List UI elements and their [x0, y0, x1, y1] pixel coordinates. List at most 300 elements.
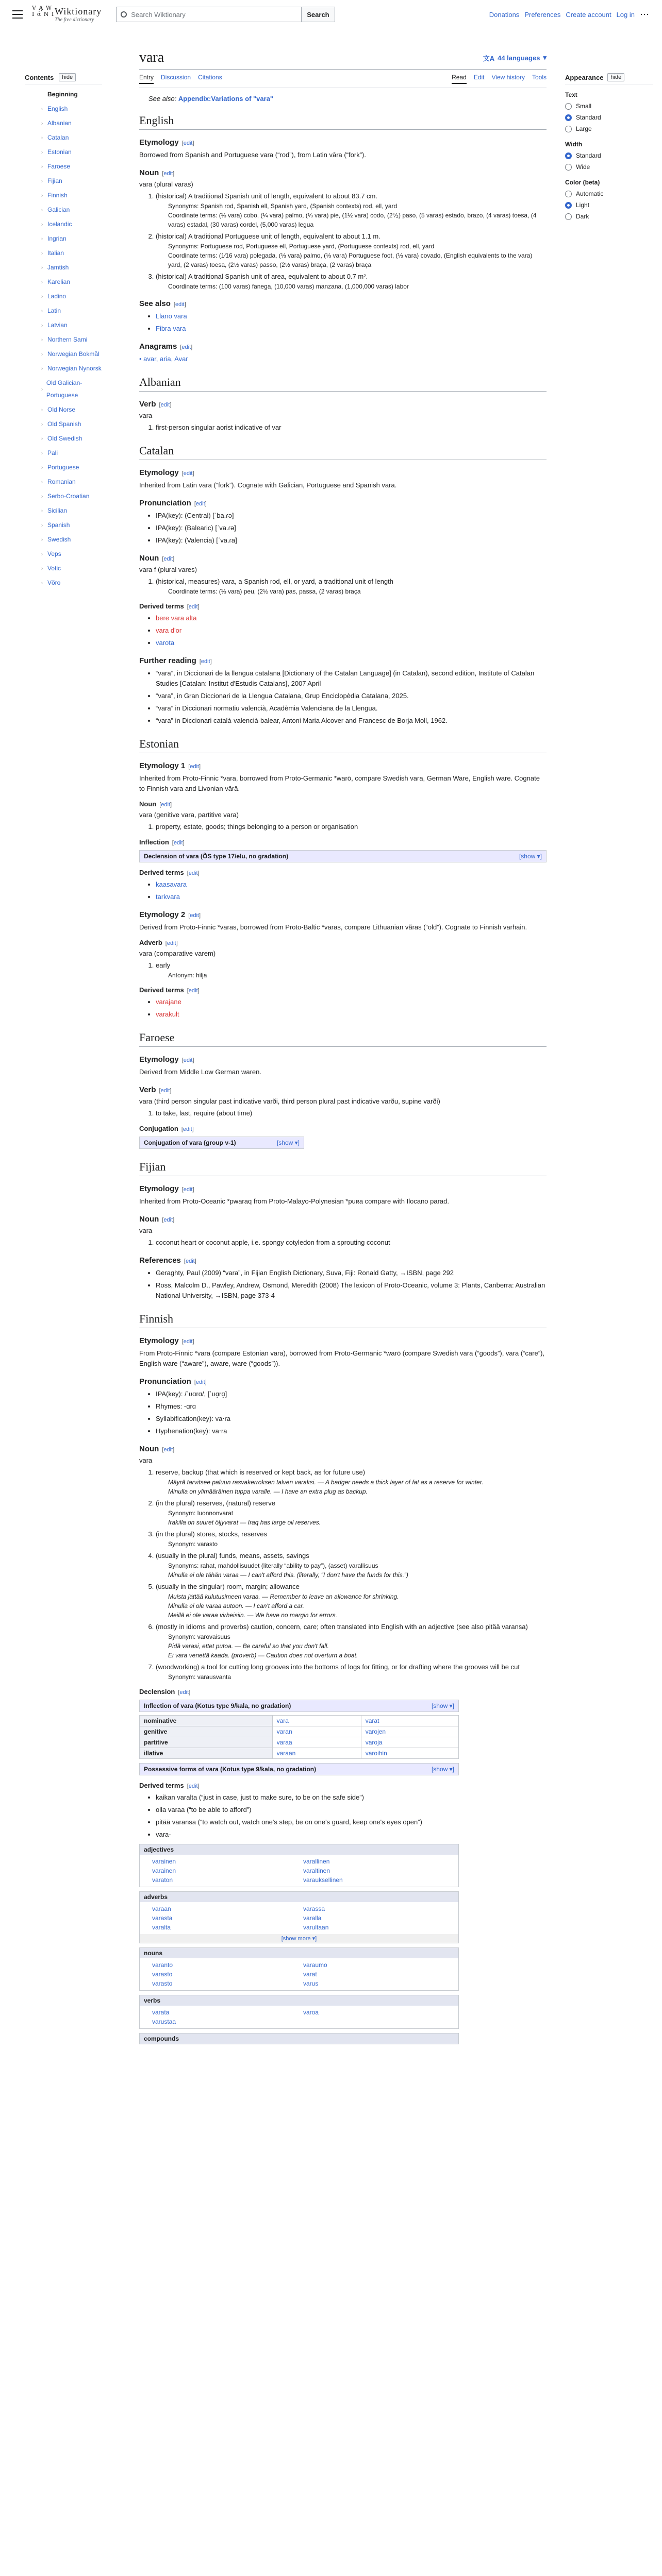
heading-finnish-etymology: Etymology [edit]: [139, 1336, 194, 1345]
toc-item[interactable]: [41, 577, 102, 589]
english-sense-1: 1. (historical) A traditional Spanish unit of length, equivalent to about 83.7 cm. Synonyms: Spanish rod, Spanish ell, Spanish yard, (Spanish contexts) rod, ell, yard Coordinate terms: (⅓ vara) cobo, (¼ vara) palmo, (⅓ vara) pie, (1½ vara) codo, (2⅟₂) paso, (5 varas) estado, brazo, (4 varas) toesa, (4 varas) estadal, (30 varas) cordel, (5,000 varas) legua: [156, 191, 547, 229]
table-of-contents: [25, 73, 102, 591]
see-also-item[interactable]: Fibra vara: [156, 325, 186, 332]
heading-catalan-etymology: Etymology [edit]: [139, 468, 194, 477]
show-toggle[interactable]: [show ▾]: [276, 1139, 300, 1146]
section-english: English: [139, 114, 547, 130]
search-placeholder: Search Wiktionary: [131, 10, 186, 19]
catalan-pronunciation-list: [156, 511, 547, 546]
chevron-right-icon: ›: [41, 337, 43, 342]
toc-item[interactable]: [41, 403, 102, 416]
edit-link[interactable]: edit: [183, 1187, 193, 1193]
derived-category-box: [139, 1995, 459, 2029]
finnish-sense: 3. (in the plural) stores, stocks, reserves Synonym: varasto: [156, 1529, 547, 1549]
edit-link[interactable]: edit: [163, 556, 173, 562]
toc-item[interactable]: [41, 189, 102, 201]
see-also-link[interactable]: Appendix:Variations of "vara": [178, 95, 274, 103]
estonian-adverb-headword: vara (comparative varem): [139, 950, 216, 957]
derived-term[interactable]: varaton: [152, 1876, 173, 1884]
toc-item-label: Northern Sami: [47, 336, 88, 343]
finnish-possessive-box[interactable]: Possessive forms of vara (Kotus type 9/kala, no gradation) [show ▾]: [139, 1763, 459, 1775]
toc-item[interactable]: [41, 533, 102, 546]
heading-faroese-conjugation: Conjugation [edit]: [139, 1125, 194, 1132]
text-small-option[interactable]: Small: [565, 100, 653, 112]
derived-term[interactable]: varaan: [152, 1905, 171, 1912]
tab-view-history[interactable]: View history: [491, 74, 525, 81]
chevron-right-icon: ›: [41, 308, 43, 313]
toc-item-label: English: [47, 105, 68, 112]
see-also-prefix: See also:: [148, 95, 177, 103]
main-content: [139, 49, 547, 2044]
section-fijian: Fijian: [139, 1160, 547, 1176]
toc-item[interactable]: [41, 562, 102, 574]
finnish-declension-table: [139, 1715, 459, 1759]
english-senses: [156, 191, 547, 291]
finnish-sense: 6. (mostly in idioms and proverbs) caution, concern, care; often translated into English with an adjective (see also pitää varansa) Synonym: varovaisuus Pidä varasi, ettet putoa. — Be careful so that you don't fall. Ei vara venettä kaada. (proverb) — Caution does not overturn a boat.: [156, 1622, 547, 1660]
toc-item[interactable]: [41, 88, 102, 100]
toc-item[interactable]: [41, 377, 102, 401]
color-light-option[interactable]: Light: [565, 199, 653, 211]
donations-link[interactable]: Donations: [489, 10, 520, 19]
chevron-right-icon: ›: [41, 407, 43, 412]
pron-item: • Hyphenation(key): va‧ra: [156, 1426, 547, 1436]
toc-item-label: Norwegian Nynorsk: [47, 365, 102, 372]
toc-item[interactable]: [41, 447, 102, 459]
inflected-form[interactable]: varaan: [272, 1748, 361, 1759]
edit-link[interactable]: edit: [173, 840, 183, 846]
edit-link[interactable]: edit: [188, 604, 198, 610]
search-form: [116, 7, 335, 22]
text-size-label: Text: [565, 91, 577, 98]
usage-example: Muista jättää kulutusimeen varaa. — Remember to leave an allowance for shrinking.: [168, 1593, 399, 1600]
tab-read[interactable]: Read: [452, 74, 467, 84]
edit-link[interactable]: edit: [183, 1126, 192, 1132]
toc-item[interactable]: [41, 319, 102, 331]
inflected-form[interactable]: varojen: [361, 1726, 458, 1737]
toc-item[interactable]: [41, 218, 102, 230]
show-toggle[interactable]: [show ▾]: [431, 1702, 454, 1709]
toc-item[interactable]: [41, 348, 102, 360]
derived-term[interactable]: varainen: [152, 1867, 176, 1874]
toc-item-label: Fijian: [47, 177, 62, 184]
toc-item-label: Veps: [47, 550, 61, 557]
color-label: Color (beta): [565, 179, 600, 186]
toc-item[interactable]: [41, 103, 102, 115]
faroese-conjugation-box[interactable]: Conjugation of vara (group v-1) [show ▾]: [139, 1137, 304, 1149]
toc-item-label: Votic: [47, 565, 61, 572]
toc-item-label: Spanish: [47, 521, 70, 529]
toc-item-label: Finnish: [47, 192, 68, 199]
toc-item[interactable]: [41, 432, 102, 445]
finnish-derived-list: [156, 1792, 547, 1840]
log-in-link[interactable]: Log in: [616, 10, 635, 19]
pron-item: • Syllabification(key): va‧ra: [156, 1414, 547, 1424]
heading-albanian-verb: Verb [edit]: [139, 400, 172, 409]
heading-fijian-etymology: Etymology [edit]: [139, 1184, 194, 1193]
derived-term[interactable]: kaasavara: [156, 880, 187, 888]
edit-link[interactable]: edit: [190, 764, 199, 770]
toc-item[interactable]: [41, 333, 102, 346]
chevron-right-icon: ›: [41, 450, 43, 455]
catalan-further-reading: [156, 668, 547, 726]
usage-example: Minulla ei ole tähän varaa — I can't afford this. (literally, “I don't have the funds for this.”): [168, 1571, 408, 1579]
finnish-senses: [156, 1467, 547, 1682]
english-coordinate-terms: Coordinate terms: (⅓ vara) cobo, (¼ vara) palmo, (⅓ vara) pie, (1½ vara) codo, (2⅟₂) paso, (5 varas) estado, brazo, (4 varas) toesa, (4 varas) estadal, (30 varas) cordel, (5,000 varas) legua: [168, 212, 537, 228]
derived-term[interactable]: varalta: [152, 1924, 171, 1931]
languages-label: 44 languages: [498, 54, 540, 62]
estonian-derived2-list: [156, 997, 547, 1020]
chevron-right-icon: ›: [41, 207, 43, 212]
toc-item[interactable]: [41, 276, 102, 288]
toc-item[interactable]: [41, 160, 102, 173]
catalan-sense: 1. (historical, measures) vara, a Spanish rod, ell, or yard, a traditional unit of length Coordinate terms: (⅓ vara) peu, (2½ vara) pas, passa, (2 varas) braça: [156, 577, 547, 596]
tab-discussion[interactable]: Discussion: [161, 74, 191, 81]
chevron-right-icon: ›: [41, 164, 43, 169]
derived-category-box: [139, 1844, 459, 1887]
faroese-sense: 1. to take, last, require (about time): [156, 1108, 547, 1118]
pron-item: • IPA(key): (Central) [ˈba.ɾə]: [156, 511, 547, 521]
chevron-right-icon: ›: [41, 494, 43, 499]
case-label: illative: [140, 1748, 273, 1759]
chevron-right-icon: ›: [41, 386, 43, 392]
english-see-also-list: [156, 311, 547, 334]
table-row: [140, 1737, 459, 1748]
chevron-right-icon: ›: [41, 551, 43, 556]
chevron-right-icon: ›: [41, 580, 43, 585]
edit-link[interactable]: edit: [188, 988, 198, 994]
inflected-form[interactable]: varaa: [272, 1737, 361, 1748]
derived-term[interactable]: varasta: [152, 1914, 173, 1922]
chevron-right-icon: ›: [41, 421, 43, 427]
derived-term[interactable]: varassa: [303, 1905, 325, 1912]
toc-item[interactable]: [41, 232, 102, 245]
toc-item[interactable]: [41, 519, 102, 531]
text-standard-option[interactable]: Standard: [565, 112, 653, 123]
synonym: Synonym: luonnonvarat: [168, 1510, 234, 1517]
edit-link[interactable]: edit: [195, 1379, 205, 1385]
derived-category-label: verbs: [140, 1995, 458, 2006]
estonian-ety1-text: Inherited from Proto-Finnic *vara, borrowed from Proto-Germanic *warō, compare Swedish vara, German Ware, English ware. Cognate to Finnish vara and Livonian vārā.: [139, 774, 540, 792]
heading-estonian-adverb: Adverb [edit]: [139, 939, 178, 946]
derived-term[interactable]: bere vara alta: [156, 614, 197, 622]
heading-english-etymology: Etymology [edit]: [139, 138, 194, 147]
heading-estonian-noun: Noun [edit]: [139, 800, 172, 808]
toc-item-label: Faroese: [47, 163, 71, 170]
chevron-right-icon: ›: [41, 465, 43, 470]
case-label: genitive: [140, 1726, 273, 1737]
chevron-right-icon: ›: [41, 265, 43, 270]
inflected-form[interactable]: varoja: [361, 1737, 458, 1748]
case-label: nominative: [140, 1716, 273, 1726]
finnish-sense: 4. (usually in the plural) funds, means, assets, savings Synonyms: rahat, mahdollisuudet (literally “ability to pay”), (asset) varallisuus Minulla ei ole tähän varaa — I can't afford this. (literally, “I don't have the funds for this.”): [156, 1551, 547, 1580]
english-anagrams[interactable]: • avar, aria, Avar: [139, 355, 188, 363]
derived-term[interactable]: varasto: [152, 1980, 173, 1987]
toc-item[interactable]: [41, 117, 102, 129]
toc-hide-button[interactable]: hide: [59, 73, 76, 81]
edit-link[interactable]: edit: [190, 912, 199, 919]
edit-link[interactable]: edit: [183, 1338, 193, 1345]
chevron-right-icon: ›: [41, 537, 43, 542]
width-label: Width: [565, 141, 583, 148]
toc-item-label: Sicilian: [47, 507, 68, 514]
toc-item[interactable]: [41, 490, 102, 502]
toc-title: Contents: [25, 73, 54, 81]
synonym: Synonym: varausvanta: [168, 1673, 231, 1681]
toc-item-label: Ladino: [47, 293, 67, 300]
derived-term[interactable]: varat: [303, 1971, 317, 1978]
derived-term[interactable]: varaltinen: [303, 1867, 330, 1874]
search-input[interactable]: [116, 7, 302, 22]
heading-faroese-verb: Verb [edit]: [139, 1086, 172, 1094]
text-large-option[interactable]: Large: [565, 123, 653, 134]
derived-term[interactable]: varajane: [156, 998, 181, 1006]
heading-estonian-ety1: Etymology 1 [edit]: [139, 761, 201, 770]
reference-item: • Geraghty, Paul (2009) “vara”, in Fijian English Dictionary, Suva, Fiji: Ronald Gatty, →ISBN, page 292: [156, 1268, 547, 1278]
toc-item-label: Old Galician-Portuguese: [46, 379, 82, 399]
toc-item-label: Old Spanish: [47, 420, 81, 428]
pron-item: • IPA(key): /ˈʋɑrɑ/, [ˈʋɑ̝rɑ̝]: [156, 1389, 547, 1399]
edit-link[interactable]: edit: [183, 1057, 193, 1063]
finnish-sense: 1. reserve, backup (that which is reserved or kept back, as for future use) Mäyrä tarvitsee paluun rasvakerroksen talven varaksi. — A badger needs a thick layer of fat as a reserve for winter. Minulla on ylimääräinen tuppa varalle. — I have an extra plug as backup.: [156, 1467, 547, 1496]
edit-link[interactable]: edit: [183, 140, 193, 146]
chevron-right-icon: ›: [41, 135, 43, 140]
heading-estonian-derived: Derived terms [edit]: [139, 869, 200, 876]
see-also-item[interactable]: Llano vara: [156, 312, 187, 320]
heading-english-anagrams: Anagrams [edit]: [139, 342, 193, 351]
reference-item: • “vara”, in Diccionari de la llengua catalana [Dictionary of the Catalan Language] (in Catalan), second edition, Institute of Catalan Studies [Catalan: Institut d'Estudis Catalans], 2007 April: [156, 668, 547, 689]
inflected-form[interactable]: varat: [361, 1716, 458, 1726]
estonian-derived-list: [156, 879, 547, 902]
create-account-link[interactable]: Create account: [566, 10, 611, 19]
toc-item-label: Italian: [47, 249, 64, 257]
inflected-form[interactable]: varan: [272, 1726, 361, 1737]
edit-link[interactable]: edit: [195, 501, 205, 507]
derived-term[interactable]: varoa: [303, 2009, 319, 2016]
translate-icon: 文A: [483, 54, 495, 62]
edit-link[interactable]: edit: [167, 940, 176, 946]
finnish-inflection-box[interactable]: Inflection of vara (Kotus type 9/kala, no gradation) [show ▾]: [139, 1700, 459, 1712]
toc-item-label: Galician: [47, 206, 70, 213]
derived-term[interactable]: varakult: [156, 1010, 179, 1018]
color-automatic-option[interactable]: Automatic: [565, 188, 653, 199]
toc-item[interactable]: [41, 476, 102, 488]
derived-term[interactable]: • kaikan varalta (“just in case, just to make sure, to be on the safe side”): [156, 1792, 547, 1803]
toc-item-label: Icelandic: [47, 221, 72, 228]
usage-example: Irakilla on suuret öljyvarat — Iraq has large oil reserves.: [168, 1519, 321, 1526]
tab-edit[interactable]: Edit: [473, 74, 485, 81]
tab-citations[interactable]: Citations: [198, 74, 222, 81]
inflected-form[interactable]: varoihin: [361, 1748, 458, 1759]
english-coordinate-terms: Coordinate terms: (1⁄16 vara) polegada, (⅓ vara) palmo, (⅓ vara) Portuguese foot, (⅓ vara) covado, (English equivalents to the vara) yard, (2 varas) toesa, (2½ varas) passo, (2½ varas) braça, (2 varas) braça: [168, 252, 533, 268]
derived-category-box: [139, 1891, 459, 1943]
section-faroese: Faroese: [139, 1031, 547, 1047]
derived-term[interactable]: varalla: [303, 1914, 322, 1922]
derived-category-label: compounds: [140, 2033, 458, 2044]
edit-link[interactable]: edit: [163, 1217, 173, 1223]
table-row: [140, 1726, 459, 1737]
heading-faroese-etymology: Etymology [edit]: [139, 1055, 194, 1064]
pron-item: • IPA(key): (Valencia) [ˈva.ɾa]: [156, 535, 547, 546]
width-wide-option[interactable]: Wide: [565, 161, 653, 173]
derived-term[interactable]: varaumo: [303, 1961, 327, 1969]
toc-item[interactable]: [41, 261, 102, 274]
derived-term[interactable]: varainen: [152, 1858, 176, 1865]
derived-category-label: adverbs: [140, 1892, 458, 1902]
toc-item[interactable]: [41, 131, 102, 144]
case-label: partitive: [140, 1737, 273, 1748]
derived-term[interactable]: varata: [152, 2009, 170, 2016]
chevron-right-icon: ›: [41, 236, 43, 241]
toc-item[interactable]: [41, 548, 102, 560]
toc-item[interactable]: [41, 247, 102, 259]
toc-item[interactable]: [41, 504, 102, 517]
chevron-down-icon: ▾: [543, 54, 547, 61]
search-button[interactable]: Search: [302, 7, 335, 22]
synonym: Synonym: varovaisuus: [168, 1633, 230, 1640]
derived-term[interactable]: varultaan: [303, 1924, 329, 1931]
section-albanian: Albanian: [139, 376, 547, 392]
edit-link[interactable]: edit: [185, 1258, 195, 1264]
heading-estonian-derived2: Derived terms [edit]: [139, 986, 200, 994]
heading-fijian-references: References [edit]: [139, 1256, 196, 1265]
table-row: [140, 1748, 459, 1759]
page-title: vara: [139, 49, 164, 65]
english-synonyms: Synonyms: Spanish rod, Spanish ell, Spanish yard, (Spanish contexts) rod, ell, yard: [168, 202, 398, 210]
appearance-hide-button[interactable]: hide: [607, 73, 624, 81]
chevron-right-icon: ›: [41, 178, 43, 183]
derived-term[interactable]: varus: [303, 1980, 319, 1987]
edit-link[interactable]: edit: [175, 301, 185, 308]
edit-link[interactable]: edit: [163, 1447, 173, 1453]
tab-entry[interactable]: Entry: [139, 74, 154, 84]
fijian-sense: 1. coconut heart or coconut apple, i.e. spongy cotyledon from a sprouting coconut: [156, 1238, 547, 1248]
toc-item-label: Jamtish: [47, 264, 69, 271]
reference-item: • “vara” in Diccionari normatiu valencià, Acadèmia Valenciana de la Llengua.: [156, 703, 547, 714]
show-toggle[interactable]: [show ▾]: [431, 1766, 454, 1773]
toc-item-label: Albanian: [47, 120, 72, 127]
edit-link[interactable]: edit: [188, 1783, 198, 1789]
synonym: Synonym: varasto: [168, 1540, 218, 1548]
derived-category-label: adjectives: [140, 1844, 458, 1855]
chevron-right-icon: ›: [41, 193, 43, 198]
toc-item-label: Ingrian: [47, 235, 67, 242]
edit-link[interactable]: edit: [188, 870, 198, 876]
english-coordinate-terms: Coordinate terms: (100 varas) fanega, (10,000 varas) manzana, (1,000,000 varas) labor: [168, 283, 409, 290]
main-menu-icon[interactable]: [12, 10, 23, 19]
catalan-coordinate-terms: Coordinate terms: (⅓ vara) peu, (2½ vara) pas, passa, (2 varas) braça: [168, 588, 361, 595]
edit-link[interactable]: edit: [160, 402, 170, 408]
color-dark-option[interactable]: Dark: [565, 211, 653, 222]
derived-category-label: nouns: [140, 1948, 458, 1958]
derived-term[interactable]: • vara-: [156, 1829, 547, 1840]
usage-example: Ei vara venettä kaada. (proverb) — Caution does not overturn a boat.: [168, 1652, 358, 1659]
preferences-link[interactable]: Preferences: [524, 10, 561, 19]
estonian-ety2-text: Derived from Proto-Finnic *varas, borrowed from Proto-Baltic *varas, compare Lithuanian vãras (“old”). Cognate to Finnish varhain.: [139, 923, 527, 931]
tab-tools[interactable]: Tools: [532, 74, 547, 81]
toc-item[interactable]: [41, 461, 102, 473]
pron-item: • Rhymes: -ɑrɑ: [156, 1401, 547, 1412]
derived-term[interactable]: varustaa: [152, 2018, 176, 2025]
show-more-button[interactable]: [show more ▾]: [140, 1934, 458, 1943]
site-logo[interactable]: [32, 5, 102, 24]
inflected-form[interactable]: vara: [272, 1716, 361, 1726]
catalan-headword: vara f (plural vares): [139, 566, 197, 573]
english-sense-3: 3. (historical) A traditional Spanish unit of area, equivalent to about 0.7 m². Coordinate terms: (100 varas) fanega, (10,000 varas) manzana, (1,000,000 varas) labor: [156, 272, 547, 291]
user-links: [489, 9, 650, 20]
derived-term[interactable]: varauksellinen: [303, 1876, 343, 1884]
show-toggle[interactable]: [show ▾]: [519, 853, 542, 860]
derived-term[interactable]: • pitää varansa (“to watch out, watch one's step, be on one's guard, keep one's eyes open”): [156, 1817, 547, 1827]
toc-item[interactable]: [41, 418, 102, 430]
chevron-right-icon: ›: [41, 149, 43, 155]
edit-link[interactable]: edit: [183, 470, 193, 477]
derived-term[interactable]: varota: [156, 639, 175, 647]
chevron-right-icon: ›: [41, 294, 43, 299]
toc-item[interactable]: [41, 175, 102, 187]
toc-item[interactable]: [41, 362, 102, 375]
derived-term[interactable]: • olla varaa (“to be able to afford”): [156, 1805, 547, 1815]
derived-term[interactable]: varanto: [152, 1961, 173, 1969]
catalan-derived-list: [156, 613, 547, 648]
edit-link[interactable]: edit: [163, 171, 173, 177]
toc-list: [41, 88, 102, 589]
edit-link[interactable]: edit: [201, 658, 210, 665]
toc-item-label: Latvian: [47, 321, 68, 329]
usage-example: Meillä ei ole varaa virheisiin. — We have no margin for errors.: [168, 1612, 337, 1619]
faroese-etymology-text: Derived from Middle Low German waren.: [139, 1068, 261, 1076]
toc-item-label: Norwegian Bokmål: [47, 350, 100, 358]
usage-example: Pidä varasi, ettet putoa. — Be careful so that you don't fall.: [168, 1642, 329, 1650]
finnish-headword: vara: [139, 1456, 153, 1464]
heading-finnish-pronunciation: Pronunciation [edit]: [139, 1377, 207, 1386]
appearance-panel: [565, 73, 653, 222]
heading-estonian-ety2: Etymology 2 [edit]: [139, 910, 201, 919]
toc-item[interactable]: [41, 290, 102, 302]
estonian-antonym: Antonym: hilja: [168, 972, 207, 979]
chevron-right-icon: ›: [41, 366, 43, 371]
languages-button[interactable]: [483, 53, 547, 63]
chevron-right-icon: ›: [41, 121, 43, 126]
synonym: Synonyms: rahat, mahdollisuudet (literally “ability to pay”), (asset) varallisuus: [168, 1562, 378, 1569]
chevron-right-icon: ›: [41, 522, 43, 528]
more-options-icon[interactable]: ⋯: [640, 9, 650, 20]
toc-item-label: Serbo-Croatian: [47, 493, 90, 500]
heading-finnish-noun: Noun [edit]: [139, 1445, 175, 1453]
toc-item[interactable]: [41, 146, 102, 158]
heading-estonian-inflection: Inflection [edit]: [139, 838, 185, 846]
logo-mark: V Ą W I ά N I: [32, 5, 55, 18]
toc-item[interactable]: [41, 304, 102, 317]
edit-link[interactable]: edit: [161, 802, 171, 808]
english-sense-2: 2. (historical) A traditional Portuguese unit of length, equivalent to about 1.1 m. Synonyms: Portuguese rod, Portuguese ell, Portuguese yard, (Portuguese contexts) rod, ell, yard Coordinate terms: (1⁄16 vara) polegada, (⅓ vara) palmo, (⅓ vara) Portuguese foot, (⅓ vara) covado, (English equivalents to the vara) yard, (2 varas) toesa, (2½ varas) passo, (2½ varas) braça, (2 varas) braça: [156, 231, 547, 269]
width-standard-option[interactable]: Standard: [565, 150, 653, 161]
heading-catalan-derived: Derived terms [edit]: [139, 602, 200, 610]
heading-english-see-also: See also [edit]: [139, 299, 186, 308]
derived-term[interactable]: varasto: [152, 1971, 173, 1978]
section-estonian: Estonian: [139, 737, 547, 753]
english-etymology-text: Borrowed from Spanish and Portuguese vara (“rod”), from Latin vāra (“fork”).: [139, 151, 367, 159]
toc-item-label: Beginning: [47, 91, 78, 98]
edit-link[interactable]: edit: [181, 344, 191, 350]
page-tabs: [139, 74, 547, 88]
derived-term[interactable]: varallinen: [303, 1858, 330, 1865]
edit-link[interactable]: edit: [160, 1088, 170, 1094]
estonian-declension-box[interactable]: Declension of vara (ÕS type 17/elu, no gradation) [show ▾]: [139, 850, 547, 862]
toc-item[interactable]: [41, 204, 102, 216]
derived-term[interactable]: vara d'or: [156, 626, 182, 634]
derived-term[interactable]: tarkvara: [156, 893, 180, 901]
edit-link[interactable]: edit: [179, 1689, 189, 1696]
